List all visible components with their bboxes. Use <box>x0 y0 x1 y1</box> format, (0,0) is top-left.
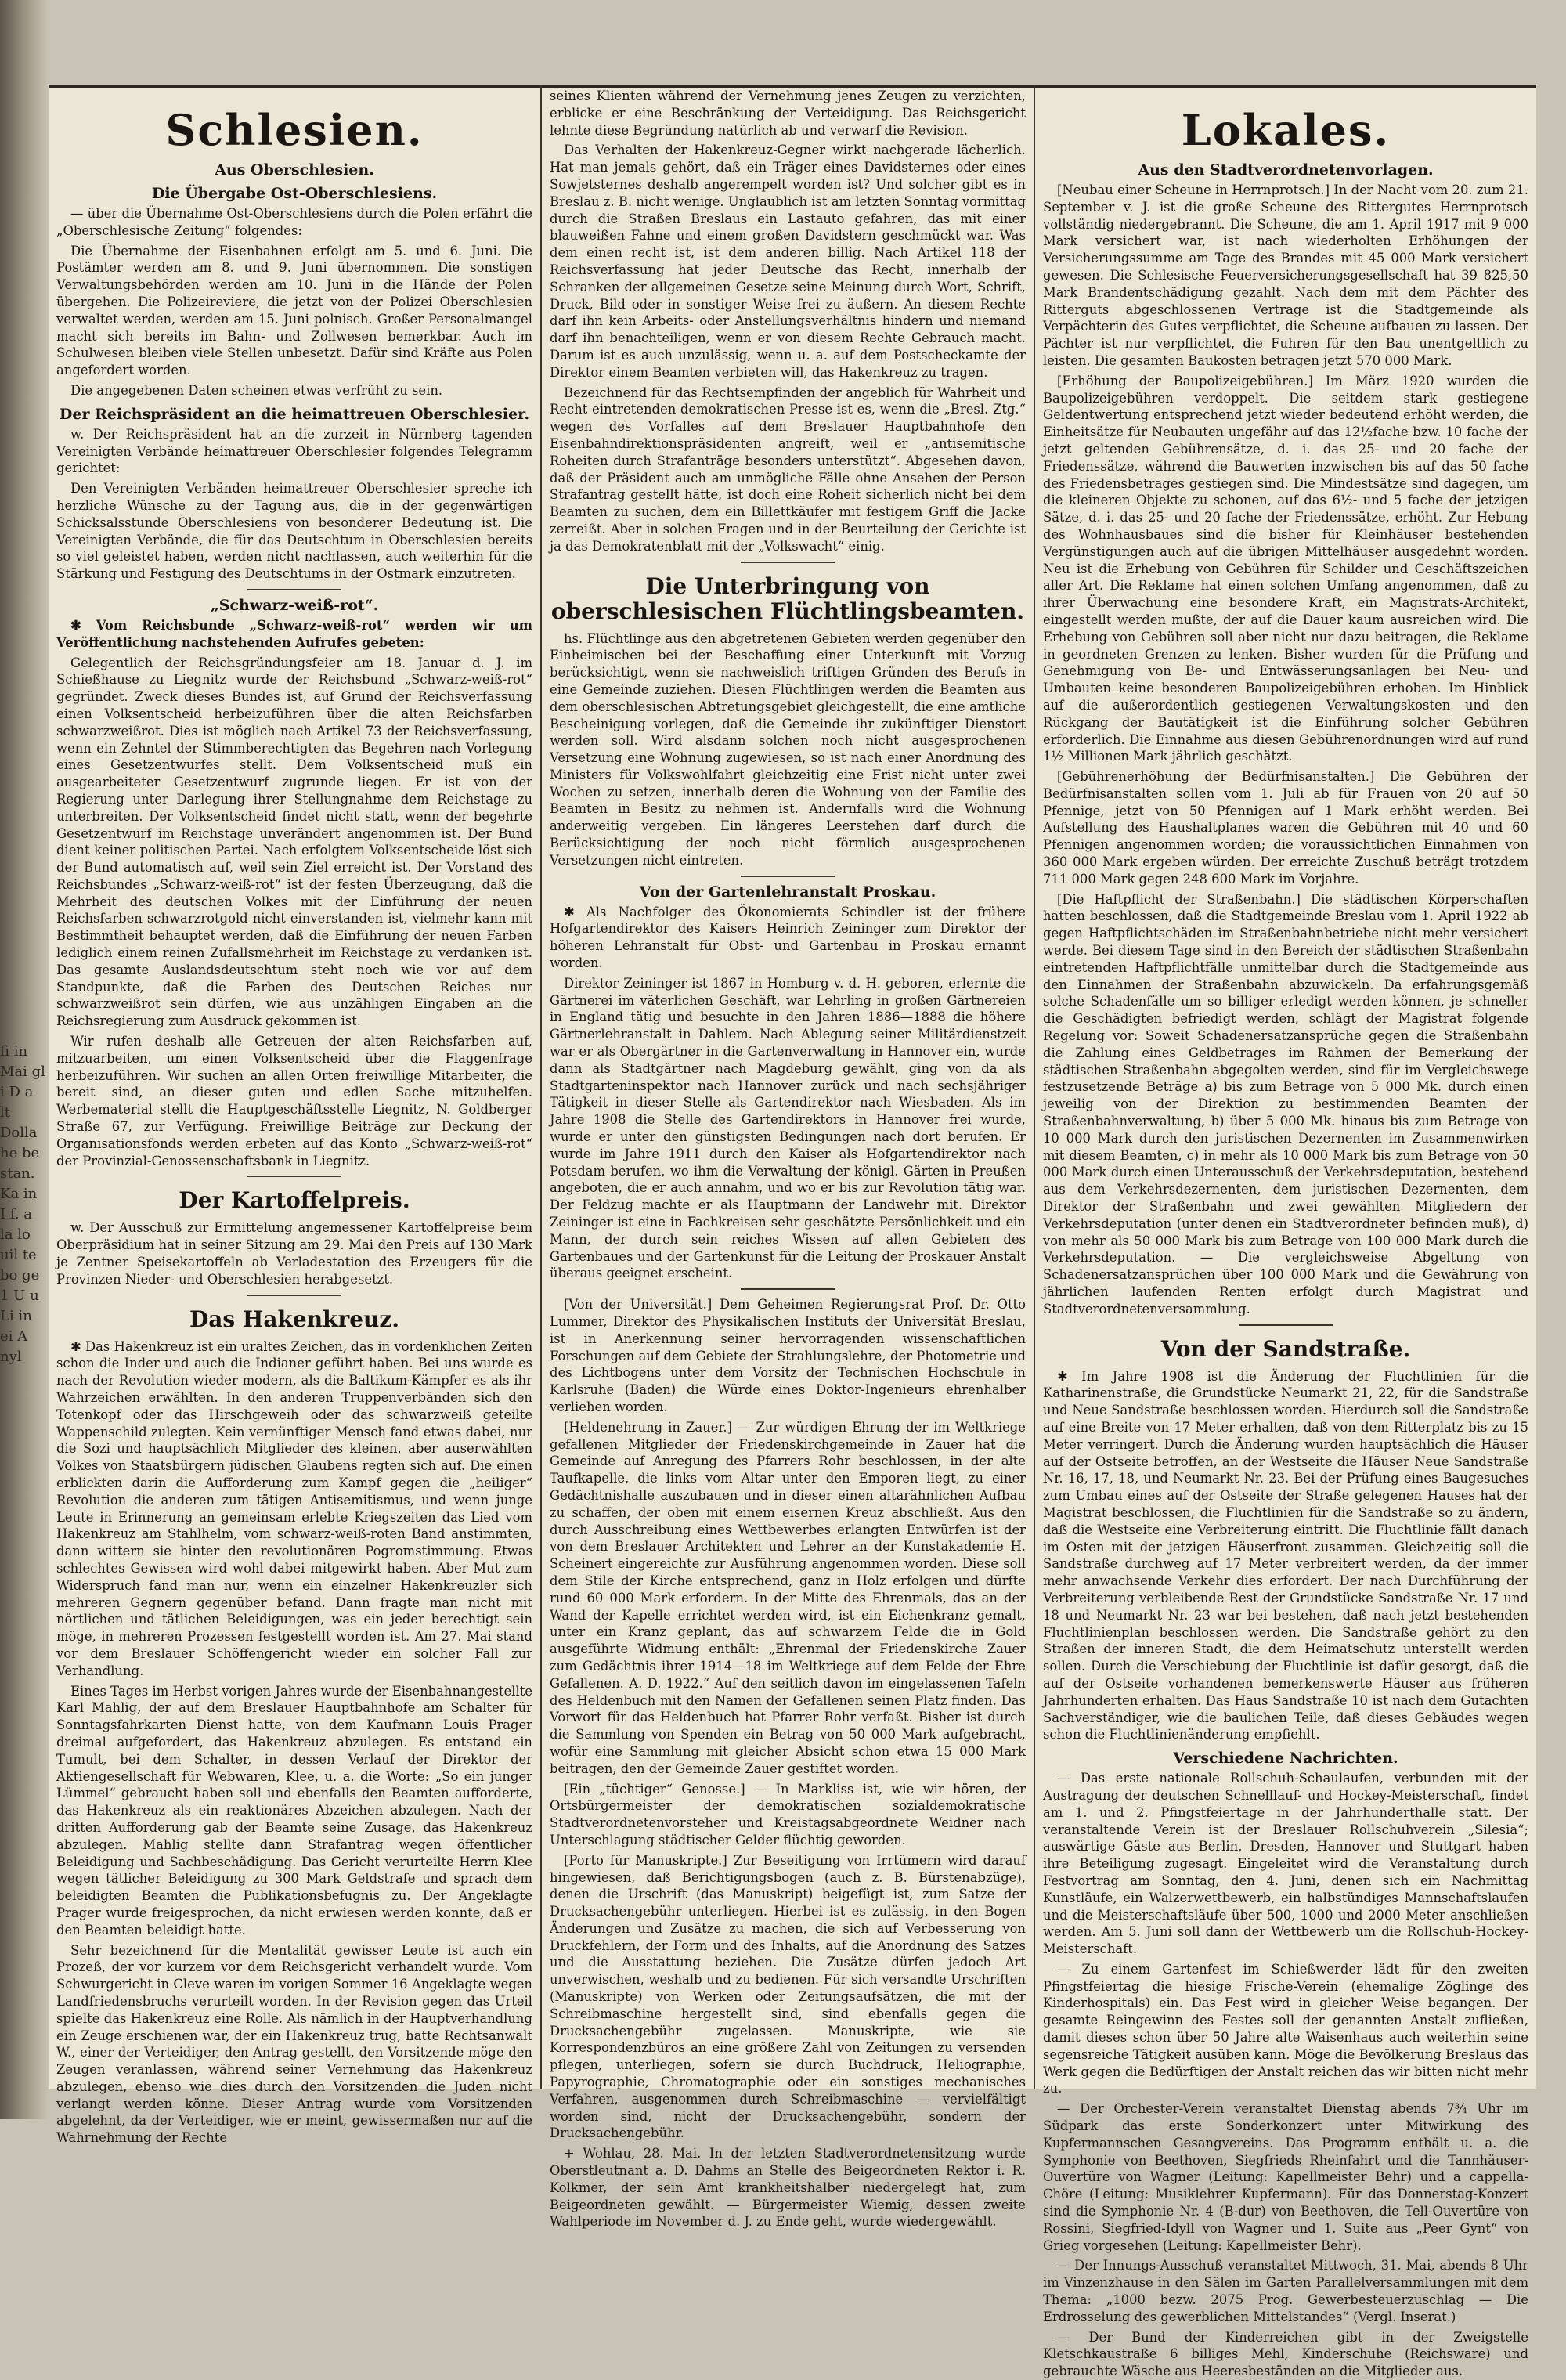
paragraph: Sehr bezeichnend für die Mentalität gewisser Leute ist auch ein Prozeß, der vor kurzem vor dem Reichsgericht verhandelt wurde. Vom Schwurgericht in Cleve waren im vorigen Sommer 16 Angeklagte wegen Landfriedensbruchs verurteilt worden. In der Revision gegen das Urteil spielte das Hakenkreuz eine Rolle. Als nämlich in der Hauptverhandlung ein Zeuge erschienen war, der ein Hakenkreuz trug, hatte Rechtsanwalt W., einer der Verteidiger, den Antrag gestellt, den Vorsitzende möge den Zeugen veranlassen, während seiner Vernehmung das Hakenkreuz abzulegen, ebenso wie dies durch den Vorsitzenden die Juden nicht verlangt werden könne. Dieser Antrag wurde vom Vorsitzenden abgelehnt, da der Verteidiger, wie er meint, gewissermaßen nur auf die Wahrnehmung der Rechte <box>56 1942 532 2146</box>
edge-fragment-text: fi in Mai gl i D a lt Dolla he be stan. Ka in I f. a la lo uil te bo ge 1 U u Li in ei A nyl <box>0 1043 45 1365</box>
heading-fluechtlingsbeamten: Die Unterbringung von oberschlesischen Flüchtlingsbeamten. <box>550 572 1025 624</box>
newspaper-page <box>49 85 1536 2379</box>
heading-hakenkreuz: Das Hakenkreuz. <box>189 1306 400 1332</box>
paragraph: [Gebührenerhöhung der Bedürfnisanstalten.] Die Gebühren der Bedürfnisanstalten sollen vom 1. Juli ab für Frauen von 20 auf 50 Pfennige, jetzt von 50 Pfennigen auf 1 Mark erhöht werden. Bei Aufstellung des Haushaltplanes waren die Gebühren mit 40 und 60 Pfennigen angenommen worden; die voraussichtlichen Einnahmen von 360 000 Mark ergeben würden. Der erreichte Zuschuß beträgt trotzdem 711 000 Mark gegen 248 600 Mark im Vorjahre. <box>1043 769 1528 887</box>
paragraph: — Zu einem Gartenfest im Schießwerder lädt für den zweiten Pfingstfeiertag die hiesige Frische-Verein (ehemalige Zöglinge des Kinderhospitals) ein. Das Fest wird in gleicher Weise begangen. Der gesamte Reingewinn des Festes soll der genannten Anstalt zufließen, damit dieses schon über 50 Jahre alte Waisenhaus auch weiterhin seine segensreiche Tätigkeit ausüben kann. Möge die Bevölkerung Breslaus das Werk gegen die Bedürftigen der Anstalt reichen das wir bitten nicht mehr zu. <box>1043 1961 1528 2096</box>
heading-stadtverordnetenvorlagen: Aus den Stadtverordnetenvorlagen. <box>1138 161 1434 179</box>
paragraph: Die Übernahme der Eisenbahnen erfolgt am 5. und 6. Juni. Die Postämter werden am 8. und 9. Juni übernommen. Die sonstigen Verwaltungsbehörden werden am 10. Juni in die Hände der Polen übergehen. Die Polizeireviere, die jetzt von der Polizei Oberschlesien verwaltet werden, werden am 15. Juni polnisch. Großer Personalmangel macht sich bereits im Bahn- und Zollwesen bemerkbar. Auch im Schulwesen bleiben viele Stellen unbesetzt. Dafür sind Kräfte aus Polen angefordert worden. <box>56 243 532 378</box>
paragraph: hs. Flüchtlinge aus den abgetretenen Gebieten werden gegenüber den Einheimischen bei der Beschaffung einer Unterkunft mit Vorzug berücksichtigt, wenn sie nachweislich triftigen Gründen des Berufs in eine Gemeinde zuziehen. Diesen Flüchtlingen werden die Beamten aus dem oberschlesischen Abtretungsgebiet gleichgestellt, die eine amtliche Bescheinigung vorlegen, daß die Gemeinde ihr zukünftiger Dienstort werden soll. Wird alsdann solchen noch nicht ausgesprochenen Versetzung eine Wohnung zugewiesen, so ist nach einer Anordnung des Ministers für Volkswohlfahrt gleichzeitig eine Frist nicht unter zwei Wochen zu setzen, innerhalb deren die Wohnung von der Familie des Beamten in Besitz zu nehmen ist. Andernfalls wird die Wohnung anderweitig vergeben. Ein längeres Leerstehen darf durch die Berücksichtigung der noch nicht förmlich ausgesprochenen Versetzungen nicht eintreten. <box>550 630 1026 868</box>
paragraph: ✱ Vom Reichsbunde „Schwarz-weiß-rot“ werden wir um Veröffentlichung nachstehenden Aufrufes gebeten: <box>56 617 532 650</box>
separator <box>741 876 835 877</box>
paragraph: Eines Tages im Herbst vorigen Jahres wurde der Eisenbahnangestellte Karl Mahlig, der auf dem Breslauer Hauptbahnhofe am Schalter für Sonntagsfahrkarten Dienst hatte, von dem Kaufmann Louis Prager dreimal aufgefordert, das Hakenkreuz abzulegen. Es entstand ein Tumult, bei dem Schalter, in dessen Verlauf der Direktor der Aktiengesellschaft für Webwaren, Klee, u. a. die Worte: „So ein junger Lümmel“ gebraucht haben soll und ebenfalls den Beamten aufforderte, das Hakenkreuz als ein reaktionäres Abzeichen abzulegen. Nach der dritten Aufforderung gab der Beamte seine Zusage, das Hakenkreuz abzulegen. Mahlig stellte dann Strafantrag wegen öffentlicher Beleidigung und Sachbeschädigung. Das Gericht verurteilte Herrn Klee wegen tätlicher Beleidigung zu 300 Mark Geldstrafe und sprach dem beleidigten Beamten die Publikationsbefugnis zu. Der Angeklagte Prager wurde freigesprochen, da nicht erwiesen werden konnte, daß er den Beamten beleidigt hatte. <box>56 1683 532 1938</box>
paragraph: [Heldenehrung in Zauer.] — Zur würdigen Ehrung der im Weltkriege gefallenen Mitglieder der Friedenskirchgemeinde in Zauer hat die Gemeinde auf Anregung des Pfarrers Rohr beschlossen, in der alte Taufkapelle, die links vom Altar unter den Emporen liegt, zu einer Gedächtnishalle auszubauen und in dieser einen altarähnlichen Aufbau zu schaffen, der oben mit einem eisernen Kreuz abschließt. Aus den durch Ausschreibung eines Wettbewerbes erlangten Entwürfen ist der von dem Breslauer Architekten und Lehrer an der Kunstakademie H. Scheinert eingereichte zur Ausführung angenommen worden. Diese soll dem Stile der Kirche entsprechend, ganz in Holz erfolgen und dürfte rund 60 000 Mark erfordern. In der Mitte des Ehrenmals, das an der Wand der Kapelle errichtet werden wird, ist ein Eichenkranz gemalt, unter ein Kranz geplant, das auf schwarzem Felde die in Gold ausgeführte Widmung enthält: „Ehrenmal der Friedenskirche Zauer zum Gedächtnis ihrer 1914—18 im Weltkriege auf dem Felde der Ehre Gefallenen. A. D. 1922.“ Auf den seitlich davon im eingelassenen Tafeln des Heldenbuch mit den Namen der Gefallenen seinen Platz finden. Das Vorwort für das Heldenbuch hat Pfarrer Rohr verfaßt. Bisher ist durch die Sammlung von Spenden ein Betrag von 50 000 Mark aufgebracht, wofür eine Sammlung mit gleicher Absicht schon etwa 15 000 Mark beitragen, den der Gemeinde Zauer gestiftet worden. <box>550 1419 1026 1776</box>
separator <box>247 1295 341 1296</box>
paragraph: Gelegentlich der Reichsgründungsfeier am 18. Januar d. J. im Schießhause zu Liegnitz wurde der Reichsbund „Schwarz-weiß-rot“ gegründet. Zweck dieses Bundes ist, auf Grund der Reichsverfassung einen Volksentscheid herbeizuführen über die alten Reichsfarben schwarzweißrot. Dies ist möglich nach Artikel 73 der Reichsverfassung, wenn ein Zehntel der Stimmberechtigten das Begehren nach Vorlegung eines Gesetzentwurfes stellt. Dem Volksentscheid muß ein ausgearbeiteter Gesetzentwurf zugrunde liegen. Er ist von der Regierung unter Darlegung ihrer Stellungnahme dem Reichstage zu unterbreiten. Der Volksentscheid findet nicht statt, wenn der begehrte Gesetzentwurf im Reichstage unverändert angenommen ist. Der Bund dient keiner politischen Partei. Nach erfolgtem Volksentscheide löst sich der Bund automatisch auf, weil sein Ziel erreicht ist. Der Vorstand des Reichsbundes „Schwarz-weiß-rot“ ist der festen Überzeugung, daß die Mehrheit des deutschen Volkes mit der Einführung der neuen Reichsfarben schwarzrotgold nicht einverstanden ist, vielmehr kann mit Bestimmtheit behauptet werden, daß die Einführung der neuen Farben lediglich einem reinen Zufallsmehrheit im Reichstage zu verdanken ist. Das gesamte Auslandsdeutschtum steht noch wie vor auf dem Standpunkte, daß die Farben des Deutschen Reiches nur schwarzweißrot sein dürfen, wie aus unzähligen Eingaben an die Reichsregierung zum Ausdruck gekommen ist. <box>56 655 532 1029</box>
column-schlesien <box>49 85 540 2146</box>
paragraph: [Porto für Manuskripte.] Zur Beseitigung von Irrtümern wird darauf hingewiesen, daß Berichtigungsbogen (auch z. B. Bürstenabzüge), denen die Urschrift (das Manuskript) beigefügt ist, zum Satze der Drucksachengebühr unterliegen. Hierbei ist es zulässig, in den Bogen Änderungen und Zusätze zu machen, die sich auf Verbesserung von Druckfehlern, der Form und des Inhalts, auf die Anordnung des Satzes und die Ausstattung beziehen. Die Zusätze dürfen jedoch Art unverwischen, weshalb und zu bedienen. Für sich versandte Urschriften (Manuskripte) von Werken oder Zeitungsaufsätzen, die mit der Schreibmaschine hergestellt sind, sind ebenfalls gegen die Drucksachengebühr zugelassen. Manuskripte, wie sie Korrespondenzbüros an eine größere Zahl von Zeitungen zu versenden pflegen, unterliegen, sofern sie durch Buchdruck, Heliographie, Papyrographie, Chromatographie oder ein sonstiges mechanisches Verfahren, ausgenommen durch Schreibmaschine — vervielfältigt worden sind, nicht der Drucksachengebühr, sondern der Drucksachengebühr. <box>550 1852 1026 2141</box>
column-middle <box>540 85 1034 2230</box>
paragraph: Die angegebenen Daten scheinen etwas verfrüht zu sein. <box>70 382 443 398</box>
paragraph: Wir rufen deshalb alle Getreuen der alten Reichsfarben auf, mitzuarbeiten, um einen Volksentscheid über die Flaggenfrage herbeizuführen. Wir suchen an allen Orten freiwillige Mitarbeiter, die bereit sind, an dieser guten und edlen Sache mitzuhelfen. Werbematerial stellt die Hauptgeschäftsstelle Liegnitz, N. Goldberger Straße 67, zur Verfügung. Freiwillige Beiträge zur Deckung der Organisationsfonds werden erbeten auf das Konto „Schwarz-weiß-rot“ der Provinzial-Genossenschaftsbank in Liegnitz. <box>56 1034 532 1168</box>
separator <box>741 562 835 563</box>
paragraph: — Der Orchester-Verein veranstaltet Dienstag abends 7¾ Uhr im Südpark das erste Sonderkonzert unter Mitwirkung des Kupfermannschen Gesangvereins. Das Programm enthält u. a. die Symphonie von Beethoven, Siegfrieds Rheinfahrt und die Tannhäuser-Ouvertüre von Wagner (Leitung: Kapellmeister Behr) und a cappella-Chöre (Leitung: Musiklehrer Kupfermann). Für das Donnerstag-Konzert sind die Symphonie Nr. 4 (B-dur) von Beethoven, die Tell-Ouvertüre von Rossini, Siegfried-Idyll von Wagner und 1. Suite aus „Peer Gynt“ von Grieg vorgesehen (Leitung: Kapellmeister Behr). <box>1043 2101 1528 2253</box>
page-edge <box>0 0 49 2119</box>
paragraph: — über die Übernahme Ost-Oberschlesiens durch die Polen erfährt die „Oberschlesische Zeitung“ folgendes: <box>56 206 532 238</box>
subheading-verschiedene-nachrichten: Verschiedene Nachrichten. <box>1173 1750 1398 1768</box>
paragraph: — Das erste nationale Rollschuh-Schaulaufen, verbunden mit der Austragung der deutschen Schnelllauf- und Hockey-Meisterschaft, findet am 1. und 2. Pfingstfeiertage in der Jahrhunderthalle statt. Der veranstaltende Verein ist der Breslauer Rollschuhverein „Silesia“; auswärtige Gäste aus Berlin, Dresden, Hannover und Stuttgart haben ihre Beteiligung zugesagt. Eingeleitet wird die Veranstaltung durch Festvortrag am Sonntag, den 4. Juni, denen sich ein Nachmittag Kunstläufe, ein Walzerwettbewerb, ein halbstündiges Mannschaftslaufen und die Meisterschaftsläufe über 500, 1000 und 2000 Meter anschließen werden. Am 5. Juni soll dann der Wettbewerb um die Rollschuh-Hockey-Meisterschaft. <box>1043 1771 1528 1957</box>
separator <box>247 589 341 590</box>
paragraph: Direktor Zeininger ist 1867 in Homburg v. d. H. geboren, erlernte die Gärtnerei im väterlichen Geschäft, war Lehrling in großen Gärtnereien in England tätig und besuchte in den Jahren 1886—1888 die höhere Gärtnerlehranstalt in Dahlem. Nach Ablegung seiner Militärdienstzeit war er als Obergärtner in die Gartenverwaltung in Hannover ein, wurde dann als Stadtgärtner nach Magdeburg gewählt, ging von da als Stadtgarteninspektor nach Hannover zurück und nach sechsjähriger Tätigkeit in dieser Stelle als Gartendirektor nach Wiesbaden. Als im Jahre 1908 die Stelle des Gartendirektors in Hannover frei wurde, wurde er unter den günstigsten Bedingungen nach dort berufen. Er wurde im Jahre 1911 durch den Kaiser als Hofgartendirektor nach Potsdam berufen, wo ihm die Verwaltung der königl. Gärten in Preußen angeboten, die er auch annahm, und wo er bis zur Revolution tätig war. Der Feldzug machte er als Hauptmann der Landwehr mit. Direktor Zeininger ist eine in Fachkreisen sehr geschätzte Persönlichkeit und ein Mann, der durch sein reiches Wissen auf allen Gebieten des Gartenbaues und der Gartenkunst für die Leitung der Proskauer Anstalt überaus geeignet erscheint. <box>550 975 1026 1281</box>
paragraph: — Der Innungs-Ausschuß veranstaltet Mittwoch, 31. Mai, abends 8 Uhr im Vinzenzhause in den Sälen im Garten Parallelversammlungen mit dem Thema: „1000 bezw. 2075 Prog. Gewerbesteuerzuschlag — Die Erdrosselung des gewerblichen Mittelstandes“ (Vergl. Inserat.) <box>1043 2258 1528 2324</box>
heading-sandstrasse: Von der Sandstraße. <box>1160 1335 1411 1362</box>
column-lokales <box>1034 85 1536 2379</box>
paragraph: ✱ Das Hakenkreuz ist ein uraltes Zeichen, das in vordenklichen Zeiten schon die Inder und auch die Indianer geführt haben. Bei uns wurde es nach der Revolution wieder modern, als die Baltikum-Kämpfer es als ihr Wahrzeichen erwählten. In den anderen Truppenverbänden sich den Totenkopf oder das Hirschgeweih oder das schwarzweiß geteilte Wappenschild zulegten. Kein vernünftiger Mensch fand etwas dabei, nur die Sozi und hauptsächlich Mitglieder des kleinen, aber auserwählten Volkes von Staatsbürgern jüdischen Glaubens regten sich auf. Die einen erblickten darin die Aufforderung zum Kampf gegen die „heiliger“ Revolution die anderen zum tätigen Antisemitismus, und wenn junge Leute in Erinnerung an gemeinsam erlebte Kriegszeiten das Lied vom Hakenkreuz am Stahlhelm, vom schwarz-weiß-roten Band anstimmten, dann wittern sie hinter den revolutionären Pogromstimmung. Etwas schlechtes Gewissen wird wohl dabei mitgewirkt haben. Aber Mut zum Widerspruch fand man nur, wenn ein einzelner Hakenkreuzler sich mehreren Gegnern gegenüber befand. Dann fragte man nicht mit nörtlichen und tätlichen Beleidigungen, was ein jeder berechtigt sein möge, in mehreren Prozessen festgestellt worden ist. Am 27. Mai stand vor dem Breslauer Schöffengericht wieder ein solcher Fall zur Verhandlung. <box>56 1338 532 1678</box>
paragraph: w. Der Reichspräsident hat an die zurzeit in Nürnberg tagenden Vereinigten Verbände heimattreuer Oberschlesier folgendes Telegramm gerichtet: <box>56 426 532 476</box>
paragraph: [Neubau einer Scheune in Herrnprotsch.] In der Nacht vom 20. zum 21. September v. J. ist die große Scheune des Rittergutes Herrnprotsch vollständig niedergebrannt. Die Scheune, die am 1. April 1917 mit 9 000 Mark versichert war, ist nach wiederholten Erhöhungen der Versicherungssumme am Tage des Brandes mit 45 000 Mark versichert gewesen. Die Schlesische Feuerversicherungsgesellschaft hat 39 825,50 Mark Brandentschädigung gezahlt. Nach dem mit dem Pächter des Ritterguts abgeschlossenen Vertrage ist die Stadtgemeinde als Verpächterin des Gutes verpflichtet, die Scheune aufbauen zu lassen. Der Pächter ist nur verpflichtet, die Fuhren für den Bau unentgeltlich zu leisten. Die gesamten Baukosten betragen jetzt 570 000 Mark. <box>1043 182 1528 368</box>
heading-aus-oberschlesien: Aus Oberschlesien. <box>215 161 374 179</box>
section-title-lokales: Lokales. <box>1181 105 1391 155</box>
paragraph: ✱ Als Nachfolger des Ökonomierats Schindler ist der frühere Hofgartendirektor des Kaisers Heinrich Zeininger zum Direktor der höheren Lehranstalt für Obst- und Gartenbau in Proskau ernannt worden. <box>550 904 1026 971</box>
paragraph: w. Der Ausschuß zur Ermittelung angemessener Kartoffelpreise beim Oberpräsidium hat in seiner Sitzung am 29. Mai den Preis auf 130 Mark je Zentner Speisekartoffeln ab Verladestation des Erzeugers für die Provinzen Nieder- und Oberschlesien herabgesetzt. <box>56 1220 532 1287</box>
paragraph: [Die Haftpflicht der Straßenbahn.] Die städtischen Körperschaften hatten beschlossen, daß die Stadtgemeinde Breslau vom 1. April 1922 ab gegen Haftpflichtschäden im Straßenbahnbetriebe nicht mehr versichert werde. Bei diesem Tage sind in den Bereich der städtischen Straßenbahn eintretenden Haftpflichtfälle unmittelbar durch die Stadtgemeinde aus den Einnahmen der Straßenbahn abzuwickeln. Da erfahrungsgemäß solche Schadenfälle um so billiger erledigt werden können, je schneller die Geschädigten befriedigt werden, schlägt der Magistrat folgende Regelung vor: Soweit Schadenersatzansprüche gegen die Straßenbahn die Zahlung eines Geldbetrages im Rahmen der Bemerkung der städtischen Straßenbahn abgegolten werden, sind für im Vergleichswege festzusetzende Beträge a) bis zum Betrage von 5 000 Mk. durch einen jeweilig von der Direktion zu bestimmenden Beamten der Straßenbahnverwaltung, b) über 5 000 Mk. hinaus bis zum Betrage von 10 000 Mark durch den juristischen Dezernenten im Zusammenwirken mit diesem Beamten, c) in mehr als 10 000 Mark bis zum Betrage von 50 000 Mark durch einen Unterausschuß der Verkehrsdeputation, bestehend aus dem Verkehrsdezernenten, dem juristischen Dezernenten, dem Direktor der Straßenbahn und zwei gewählten Mitgliedern der Verkehrsdeputation (unter denen ein Stadtverordneter befinden muß), d) von mehr als 50 000 Mark bis zum Betrage von 100 000 Mark durch die Verkehrsdeputation. — Die vergleichsweise Abgeltung von Schadenersatzansprüchen über 100 000 Mark und die Gewährung von jährlichen laufenden Renten erfolgt durch Magistrat und Stadtverordnetenversammlung. <box>1043 891 1528 1316</box>
heading-gartenlehranstalt: Von der Gartenlehranstalt Proskau. <box>639 883 936 901</box>
paragraph: [Erhöhung der Baupolizeigebühren.] Im März 1920 wurden die Baupolizeigebühren verdoppelt. Die seitdem stark gestiegene Geldentwertung entsprechend jetzt wieder bedeutend erhöht werden, die Einheitsätze für Neubauten ungefähr auf das 12½fache bzw. 10 fache der jetzt geltenden Gebührensätze, d. i. das 25- und 20 fache der Friedenssätze, während die Bauwerten inzwischen bis auf das 50 fache des Friedensbetrages gestiegen sind. Die Mindestsätze sind dagegen, um die kleineren Objekte zu schonen, auf das 6½- und 5 fache der jetzigen Sätze, d. i. das 25- und 20 fache der Friedenssätze, erhöht. Zur Hebung des Wohnhausbaues sind die bisher für Kleinhäuser bestehenden Vergünstigungen auch auf die übrigen Mittelhäuser ausgedehnt worden. Neu ist die Erhebung von Gebühren für Schilder und Geschäftszeichen aller Art. Die Reklame hat einen solchen Umfang angenommen, daß zu ihrer Überwachung eine besondere Kraft, ein Magistrats-Architekt, eingestellt werden mußte, der auf die Dauer kaum ausreichen wird. Die Erhebung von Gebühren soll aber nicht nur dazu beitragen, die Reklame in geordneten Grenzen zu lenken. Bisher wurden für die Prüfung und Genehmigung von Be- und Entwässerungsanlagen bei Neu- und Umbauten keine besonderen Baupolizeigebühren erhoben. Im Hinblick auf die außerordentlich gestiegenen Verwaltungskosten und den Rückgang der Bautätigkeit ist die Einführung solcher Gebühren erforderlich. Die Einnahme aus diesen Gebührenordnungen wird auf rund 1½ Millionen Mark jährlich geschätzt. <box>1043 373 1528 764</box>
paragraph: Den Vereinigten Verbänden heimattreuer Oberschlesier spreche ich herzliche Wünsche zu der Tagung aus, die in der gegenwärtigen Schicksalsstunde Oberschlesiens von besonderer Bedeutung ist. Die Vereinigten Verbände, die für das Deutschtum in Oberschlesien bereits so viel geleistet haben, werden nicht nachlassen, auch weiterhin für die Stärkung und Festigung des Deutschtums in der Ostmark einzutreten. <box>56 481 532 582</box>
paragraph: seines Klienten während der Vernehmung jenes Zeugen zu verzichten, erblicke er eine Beschränkung der Verteidigung. Das Reichsgericht lehnte diese Begründung natürlich ab und verwarf die Revision. <box>550 88 1026 138</box>
subheading-reichspraesident: Der Reichspräsident an die heimattreuen Oberschlesier. <box>59 405 530 423</box>
paragraph: [Von der Universität.] Dem Geheimen Regierungsrat Prof. Dr. Otto Lummer, Direktor des Physikalischen Instituts der Universität Breslau, ist in Anerkennung seiner hervorragenden wissenschaftlichen Forschungen auf dem Gebiete der Strahlungslehre, der Photometrie und des Lichtbogens unter dem Vorsitz der Technischen Hochschule in Karlsruhe (Baden) die Würde eines Doktor-Ingenieurs ehrenhalber verliehen worden. <box>550 1297 1026 1414</box>
subheading-uebergabe: Die Übergabe Ost-Oberschlesiens. <box>151 185 438 202</box>
paragraph: [Ein „tüchtiger“ Genosse.] — In Markliss ist, wie wir hören, der Ortsbürgermeister der demokratischen sozialdemokratische Stadtverordnetenvorsteher und Kreistagsabgeordnete Weidner nach Unterschlagung städtischer Gelder flüchtig geworden. <box>550 1781 1026 1847</box>
paragraph: ✱ Im Jahre 1908 ist die Änderung der Fluchtlinien für die Katharinenstraße, die Grundstücke Neumarkt 21, 22, für die Sandstraße und Neue Sandstraße beschlossen worden. Hierdurch soll die Sandstraße auf eine Breite von 17 Meter erhalten, daß von dem Ritterplatz bis zu 15 Meter verringert. Durch die Änderung wurden hauptsächlich die Häuser auf der Ostseite betroffen, an der Westseite die Häuser Neue Sandstraße Nr. 16, 17, 18, und Neumarkt Nr. 23. Bei der Prüfung eines Baugesuches zum Umbau eines auf der Ostseite der Straße gelegenen Hauses hat der Magistrat beschlossen, die Fluchtlinien für die Sandstraße so zu ändern, daß die Westseite eine Verbreiterung eintritt. Die Fluchtlinie fällt danach im Osten mit der jetzigen Häuserfront zusammen. Gleichzeitig soll die Sandstraße durchweg auf 17 Meter verbreitert werden, da der immer mehr anwachsende Verkehr dies erfordert. Der nach Durchführung der Verbreiterung verbleibende Rest der Grundstücke Sandstraße Nr. 17 und 18 und Neumarkt Nr. 23 war bei bestehen, daß nach jetzt bestehenden Fluchtlinienplan beschlossen werden. Die Sandstraße gehört zu den Straßen der inneren Stadt, die dem Heimatschutz unterstellt werden sollen. Durch die Verschiebung der Fluchtlinie ist dafür gesorgt, daß die auf der Ostseite vorhandenen bemerkenswerte Häuser aus früheren Jahrhunderten erhalten. Das Haus Sandstraße 10 ist nach dem Gutachten Sachverständiger, wie die baulichen Teile, daß dieses Gebäudes wegen schon die Fluchtlinienänderung empfiehlt. <box>1043 1368 1528 1743</box>
separator <box>741 1288 835 1290</box>
paragraph: — Der Bund der Kinderreichen gibt in der Zweigstelle Kletschkaustraße 6 billiges Mehl, Kinderschuhe (Reichsware) und gebrauchte Wäsche aus Heeresbeständen an die Mitglieder aus. <box>1043 2329 1528 2379</box>
separator <box>247 1176 341 1177</box>
heading-kartoffelpreis: Der Kartoffelpreis. <box>179 1187 410 1214</box>
heading-schwarz-weiss-rot: „Schwarz-weiß-rot“. <box>210 596 379 614</box>
paragraph: Das Verhalten der Hakenkreuz-Gegner wirkt nachgerade lächerlich. Hat man jemals gehört, daß ein Träger eines Davidsternes oder eines Sowjetsternes deshalb angerempelt worden ist? Und solcher gibt es in Breslau z. B. nicht wenige. Unglaublich ist am letzten Sonntag vormittag durch die Straßen Breslaus ein Lastauto gefahren, das mit einer blauweißen Fahne und einem großen Davidstern geschmückt war. Was dem einen recht ist, ist dem anderen billig. Nach Artikel 118 der Reichsverfassung hat jeder Deutsche das Recht, innerhalb der Schranken der allgemeinen Gesetze seine Meinung durch Wort, Schrift, Druck, Bild oder in sonstiger Weise frei zu äußern. An diesem Rechte darf ihn kein Arbeits- oder Anstellungsverhältnis hindern und niemand darf ihn benachteiligen, wenn er von diesem Rechte Gebrauch macht. Darum ist es auch unzulässig, wenn u. a. auf dem Postscheckamte der Direktor einem Beamten verbieten will, das Hakenkreuz zu tragen. <box>550 143 1026 380</box>
paragraph: + Wohlau, 28. Mai. In der letzten Stadtverordnetensitzung wurde Oberstleutnant a. D. Dahms an Stelle des Beigeordneten Rektor i. R. Kolkmer, der sein Amt krankheitshalber niedergelegt hat, zum Beigeordneten gewählt. — Bürgermeister Wiemig, dessen zweite Wahlperiode im November d. J. zu Ende geht, wurde wiedergewählt. <box>550 2146 1026 2230</box>
separator <box>1239 1324 1333 1326</box>
section-title-schlesien: Schlesien. <box>165 105 424 155</box>
paragraph: Bezeichnend für das Rechtsempfinden der angeblich für Wahrheit und Recht eintretenden demokratischen Presse ist es, wenn die „Bresl. Ztg.“ wegen des Vorfalles auf dem Breslauer Hauptbahnhofe den Eisenbahndirektionspräsidenten angreift, weil er „antisemitische Roheiten durch Strafanträge besonders unterstützt“. Abgesehen davon, daß der Präsident auch am unmögliche Fälle ohne Ansehen der Person Strafantrag gestellt hätte, ist doch eine Roheit sicherlich nicht bei dem Beamten zu suchen, dem ein Billettkäufer mit festigem Griff die Jacke zerreißt. Aber in solchen Fragen und in der Beurteilung der Gerichte ist ja das Demokratenblatt mit der „Volkswacht“ einig. <box>550 385 1026 554</box>
